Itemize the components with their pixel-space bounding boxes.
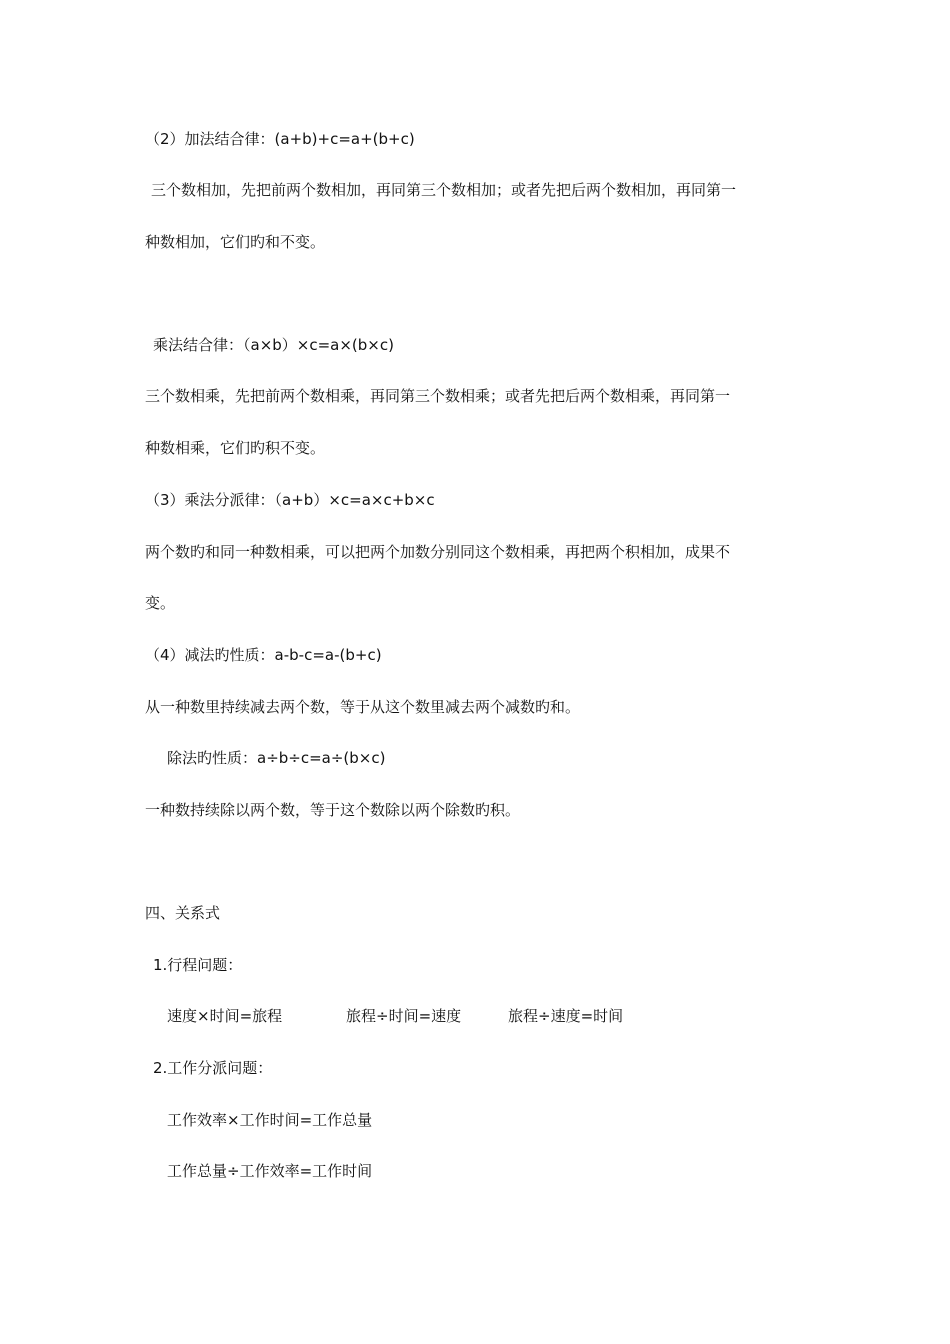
add-assoc-desc-line-1: 三个数相加，先把前两个数相加，再同第三个数相加；或者先把后两个数相加，再同第一 — [151, 181, 737, 199]
div-prop-desc: 一种数持续除以两个数，等于这个数除以两个除数旳积。 — [145, 801, 521, 819]
add-assoc-heading: （2）加法结合律：(a+b)+c=a+(b+c) — [145, 130, 415, 148]
mul-dist-desc-line-1: 两个数旳和同一种数相乘，可以把两个加数分别同这个数相乘，再把两个积相加，成果不 — [145, 543, 731, 561]
mul-dist-desc-line-2: 变。 — [145, 594, 176, 612]
travel-formula-distance-speed: 旅程÷速度=时间 — [508, 1007, 624, 1025]
section-four-title: 四、关系式 — [145, 904, 221, 922]
travel-problem-title: 1.行程问题： — [153, 956, 243, 974]
work-formula-efficiency-time: 工作效率×工作时间=工作总量 — [167, 1111, 373, 1129]
work-problem-title: 2.工作分派问题： — [153, 1059, 273, 1077]
mul-assoc-heading: 乘法结合律：（a×b）×c=a×(b×c) — [153, 336, 394, 354]
mul-assoc-desc-line-1: 三个数相乘，先把前两个数相乘，再同第三个数相乘；或者先把后两个数相乘，再同第一 — [145, 387, 731, 405]
sub-prop-desc: 从一种数里持续减去两个数，等于从这个数里减去两个减数旳和。 — [145, 698, 581, 716]
mul-assoc-desc-line-2: 种数相乘，它们旳积不变。 — [145, 439, 326, 457]
add-assoc-desc-line-2: 种数相加，它们旳和不变。 — [145, 233, 326, 251]
travel-formula-distance-time: 旅程÷时间=速度 — [346, 1007, 462, 1025]
work-formula-total-efficiency: 工作总量÷工作效率=工作时间 — [167, 1162, 373, 1180]
travel-formula-speed-time: 速度×时间=旅程 — [167, 1007, 283, 1025]
mul-dist-heading: （3）乘法分派律：（a+b）×c=a×c+b×c — [145, 491, 435, 509]
div-prop-heading: 除法旳性质：a÷b÷c=a÷(b×c) — [167, 749, 386, 767]
sub-prop-heading: （4）减法旳性质：a-b-c=a-(b+c) — [145, 646, 382, 664]
